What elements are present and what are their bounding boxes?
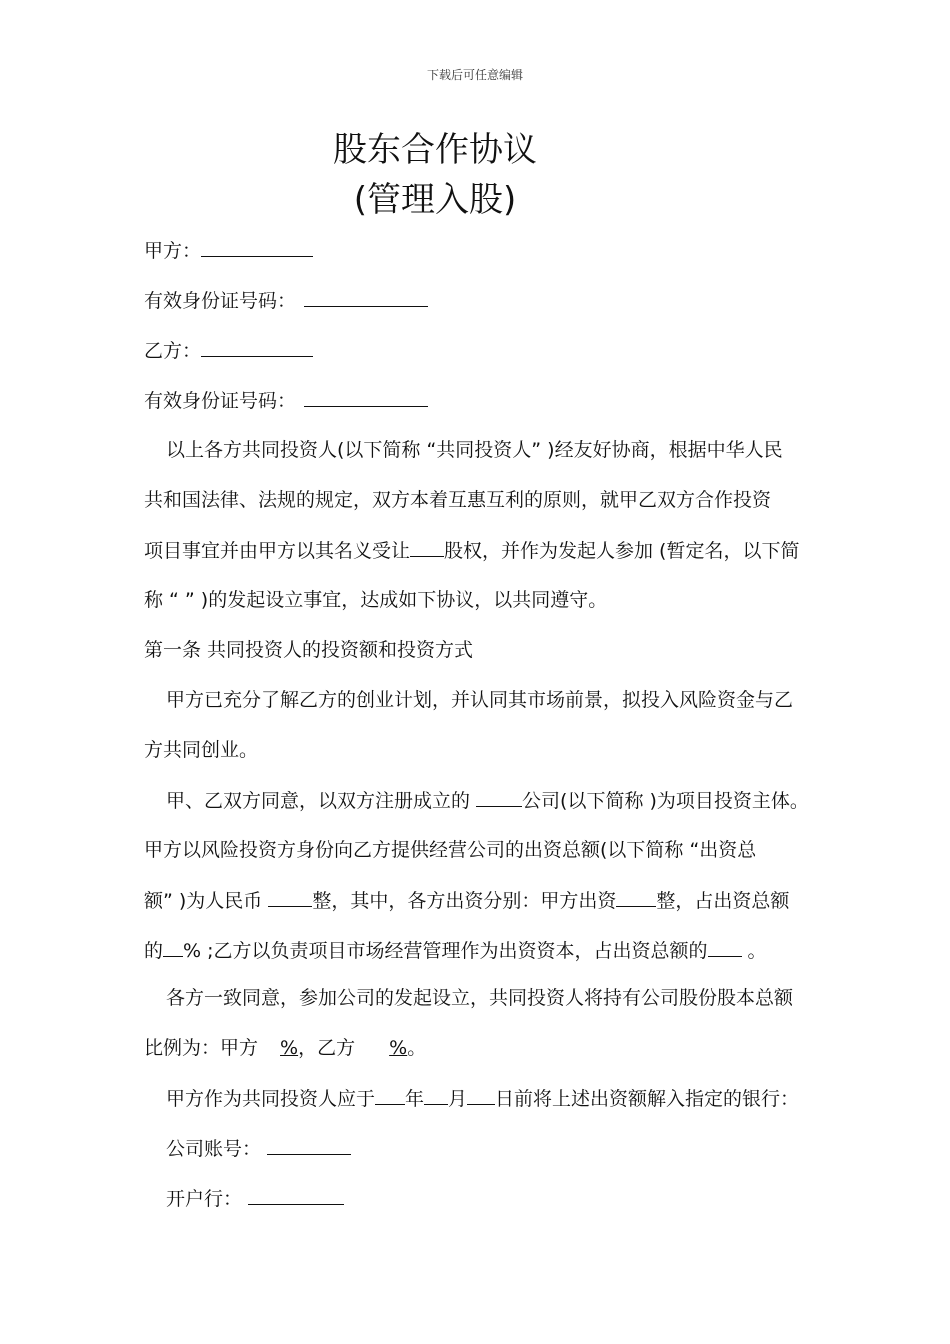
p2-l3c: 整，占出资总额 [656, 890, 790, 912]
id-b-line [144, 388, 428, 413]
intro-line-3 [144, 538, 799, 563]
p2-l4c: 。 [741, 940, 767, 962]
bank-label: 开户行： [166, 1188, 243, 1210]
party-a-amount-blank[interactable] [616, 888, 656, 907]
intro-line-1: 以上各方共同投资人(以下简称 “共同投资人” )经友好协商，根据中华人民 [166, 439, 783, 461]
month-blank[interactable] [424, 1086, 448, 1105]
p3-l2c: ，乙方 [298, 1037, 362, 1059]
document-title: 股东合作协议 [333, 130, 537, 170]
share-a-blank[interactable]: % [280, 1037, 299, 1059]
p4a: 甲方作为共同投资人应于 [166, 1088, 376, 1110]
account-line [166, 1136, 351, 1161]
intro-line-3a: 项目事宜并由甲方以其名义受让 [144, 540, 411, 562]
party-a-label: 甲方： [144, 240, 202, 262]
p4c: 月 [448, 1088, 468, 1110]
id-b-blank[interactable] [304, 388, 428, 407]
id-a-blank[interactable] [304, 288, 428, 307]
p3-l2e: 。 [407, 1037, 427, 1059]
article-1-p4-line [166, 1086, 799, 1111]
intro-line-2: 共和国法律、法规的规定，双方本着互惠互利的原则，就甲乙双方合作投资 [144, 489, 772, 511]
party-a-blank[interactable] [201, 238, 313, 257]
share-b-blank[interactable]: % [389, 1037, 408, 1059]
article-1-p3-line-1: 各方一致同意，参加公司的发起设立，共同投资人将持有公司股份股本总额 [166, 987, 794, 1009]
account-blank[interactable] [267, 1136, 351, 1155]
p4b: 年 [405, 1088, 425, 1110]
article-1-p1-line-2: 方共同创业。 [144, 739, 259, 761]
day-blank[interactable] [467, 1086, 495, 1105]
p2-l3b: 整，其中，各方出资分别：甲方出资 [312, 890, 617, 912]
party-b-blank[interactable] [201, 338, 313, 357]
p4d: 日前将上述出资额解入指定的银行： [495, 1088, 800, 1110]
bank-line [166, 1186, 344, 1211]
p2-l4b: % ;乙方以负责项目市场经营管理作为出资资本，占出资总额的 [183, 940, 708, 962]
party-b-percent-blank[interactable] [708, 938, 742, 957]
p2-l3a: 额” )为人民币 [144, 890, 269, 912]
article-1-p2-line-4 [144, 938, 767, 963]
account-label: 公司账号： [166, 1138, 262, 1160]
p2-l4a: 的 [144, 940, 164, 962]
article-1-p2-line-1 [166, 788, 809, 813]
company-name-blank[interactable] [476, 788, 522, 807]
article-1-p1-line-1: 甲方已充分了解乙方的创业计划，并认同其市场前景，拟投入风险资金与乙 [166, 689, 794, 711]
party-a-percent-blank[interactable] [163, 938, 183, 957]
intro-line-4: 称 “ ” )的发起设立事宜，达成如下协议，以共同遵守。 [144, 589, 608, 611]
p2-l1b: 公司(以下简称 )为项目投资主体。 [522, 790, 809, 812]
party-a-line [144, 238, 313, 263]
article-1-p2-line-2: 甲方以风险投资方身份向乙方提供经营公司的出资总额(以下简称 “出资总 [144, 839, 757, 861]
article-1-heading: 第一条 共同投资人的投资额和投资方式 [144, 639, 474, 661]
document-subtitle: (管理入股) [353, 180, 517, 220]
page-header: 下载后可任意编辑 [426, 68, 523, 82]
intro-line-3b: 股权，并作为发起人参加 (暂定名，以下简 [444, 540, 800, 562]
article-1-p2-line-3 [144, 888, 789, 913]
id-b-label: 有效身份证号码： [144, 390, 297, 412]
year-blank[interactable] [375, 1086, 405, 1105]
id-a-label: 有效身份证号码： [144, 290, 297, 312]
p3-l2a: 比例为：甲方 [144, 1037, 259, 1059]
party-b-label: 乙方： [144, 340, 202, 362]
bank-blank[interactable] [248, 1186, 344, 1205]
article-1-p3-line-2 [144, 1036, 426, 1060]
id-a-line [144, 288, 428, 313]
p2-l1a: 甲、乙双方同意，以双方注册成立的 [166, 790, 477, 812]
party-b-line [144, 338, 313, 363]
total-amount-blank[interactable] [268, 888, 312, 907]
equity-blank[interactable] [410, 538, 444, 557]
